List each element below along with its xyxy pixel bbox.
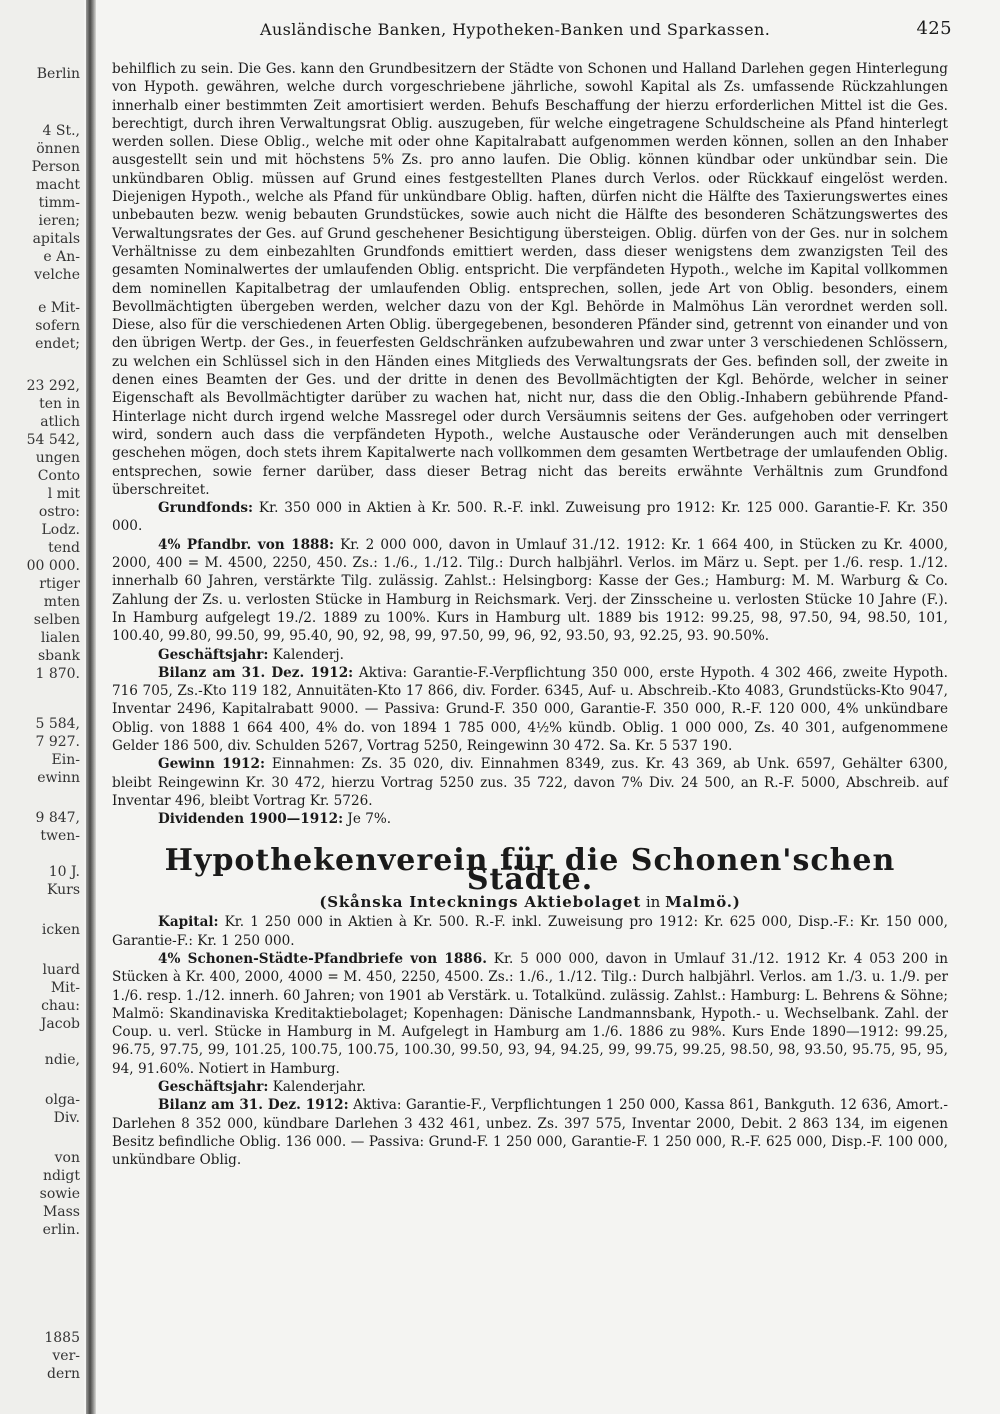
- fragment-line: olga-: [45, 1092, 80, 1108]
- fragment-line: Jacob: [40, 1016, 80, 1032]
- paragraph-bilanz-2: Bilanz am 31. Dez. 1912: Aktiva: Garantie-F., Verpflichtungen 1 250 000, Kassa 861, Bankguth. 12 636, Amort.-Darlehen 8 352 000, kündbare Darlehen 3 432 461, unbez. Zs. 397 575, Inventar 2000, Debit. 2 863 134, im eigenen Besitz befindliche Oblig. 136 000. — Passiva: Grund-F. 1 250 000, Garantie-F. 1 250 000, R.-F. 625 000, Disp.-F. 100 000, unkündbare Oblig.: [112, 1097, 948, 1169]
- fragment-line: Div.: [53, 1110, 80, 1126]
- fragment-line: macht: [35, 177, 80, 193]
- fragment-line: velche: [34, 267, 80, 283]
- fragment-line: önnen: [36, 141, 80, 157]
- fragment-line: 23 292,: [26, 378, 80, 394]
- fragment-line: Kurs: [46, 882, 80, 898]
- fragment-line: atlich: [40, 414, 80, 430]
- page-number: 425: [916, 18, 952, 39]
- fragment-line: 5 584,: [35, 716, 80, 732]
- fragment-line: luard: [42, 962, 80, 978]
- fragment-line: 54 542,: [26, 432, 80, 448]
- paragraph-dividenden: Dividenden 1900—1912: Je 7%.: [158, 811, 392, 828]
- fragment-line: ewinn: [37, 770, 80, 786]
- fragment-line: Berlin: [36, 66, 80, 82]
- fragment-line: ieren;: [38, 213, 80, 229]
- fragment-line: ndigt: [42, 1168, 80, 1184]
- fragment-line: ungen: [35, 450, 80, 466]
- fragment-line: sbank: [38, 648, 80, 664]
- running-head: [112, 18, 952, 48]
- fragment-line: lialen: [40, 630, 80, 646]
- fragment-line: chau:: [41, 998, 80, 1014]
- fragment-line: rtiger: [39, 576, 80, 592]
- paragraph-geschaeftsjahr: Geschäftsjahr: Kalenderj.: [158, 646, 344, 663]
- paragraph-bilanz: Bilanz am 31. Dez. 1912: Aktiva: Garantie-F.-Verpflichtung 350 000, erste Hypoth. 4 302 466, zweite Hypoth. 716 705, Zs.-Kto 119 182, Annuitäten-Kto 17 866, div. Forder. 6345, Auf- u. Abschreib.-Kto 4083, Grundstücks-Kto 9047, Inventar 2496, Kapitalrabatt 9000. — Passiva: Grund-F. 350 000, Garantie-F. 350 000, R.-F. 120 000, 4% unkündbare Oblig. von 1888 1 664 400, 4% do. von 1894 1 785 000, 4½% kündb. Oblig. 1 000 000, Zs. 40 301, aufgenommene Gelder 186 500, div. Schulden 5267, Vortrag 5250, Reingewinn 30 472. Sa. Kr. 5 537 190.: [112, 664, 948, 754]
- fragment-line: sowie: [39, 1186, 80, 1202]
- fragment-line: sofern: [35, 318, 80, 334]
- paragraph-grundfonds: Grundfonds: Kr. 350 000 in Aktien à Kr. 500. R.-F. inkl. Zuweisung pro 1912: Kr. 125 000. Garantie-F. Kr. 350 000.: [112, 500, 948, 535]
- fragment-line: 1885: [44, 1330, 80, 1346]
- fragment-line: e Mit-: [38, 300, 80, 316]
- fragment-line: ten in: [39, 396, 80, 412]
- adjacent-page-fragment: [0, 0, 84, 1414]
- fragment-line: timm-: [38, 195, 80, 211]
- fragment-line: dern: [47, 1366, 80, 1382]
- fragment-line: endet;: [35, 336, 80, 352]
- fragment-line: 4 St.,: [42, 123, 80, 139]
- fragment-line: 9 847,: [35, 810, 80, 826]
- section-title: Hypothekenverein für die Schonen'schen Städte.: [164, 843, 896, 897]
- fragment-line: Conto: [37, 468, 80, 484]
- section-subtitle: (Skånska Intecknings Aktiebolaget in Malmö.): [319, 893, 741, 912]
- paragraph-pfandbriefe: 4% Pfandbr. von 1888: Kr. 2 000 000, davon in Umlauf 31./12. 1912: Kr. 1 664 400, in Stücken zu Kr. 4000, 2000, 400 = M. 4500, 2250, 450. Zs.: 1./6., 1./12. Tilg.: Durch halbjährl. Verlos. im März u. Sept. per 1./6. resp. 1./12. innerhalb 60 Jahren, verstärkte Tilg. zulässig. Zahlst.: Helsingborg: Kasse der Ges.; Hamburg: M. M. Warburg & Co. Zahlung der Zs. u. verlosten Stücke in Hamburg in Reichsmark. Verj. der Zinsscheine u. verlosten Stücke 10 Jahre (F.). In Hamburg aufgelegt 19./2. 1889 zu 100%. Kurs in Hamburg ult. 1889 bis 1912: 99.25, 98, 97.50, 94, 98.50, 101, 100.40, 99.80, 99.50, 99, 95.40, 90, 92, 98, 99, 97.50, 99, 96, 92, 93.50, 93, 92.25, 93. 90.50%.: [112, 536, 948, 645]
- fragment-line: icken: [41, 922, 80, 938]
- fragment-line: selben: [33, 612, 80, 628]
- paragraph-kapital: Kapital: Kr. 1 250 000 in Aktien à Kr. 500. R.-F. inkl. Zuweisung pro 1912: Kr. 625 000, Disp.-F.: Kr. 150 000, Garantie-F.: Kr. 1 250 000.: [112, 914, 948, 949]
- fragment-line: von: [54, 1150, 80, 1166]
- fragment-line: Mit-: [50, 980, 80, 996]
- page-content: [112, 18, 952, 1170]
- fragment-line: ndie,: [44, 1052, 80, 1068]
- book-gutter: [86, 0, 96, 1414]
- fragment-line: Mass: [42, 1204, 80, 1220]
- paragraph-schonen-pfandbriefe: 4% Schonen-Städte-Pfandbriefe von 1886. Kr. 5 000 000, davon in Umlauf 31./12. 1912 Kr. 4 053 200 in Stücken à Kr. 400, 2000, 4000 = M. 450, 2250, 4500. Zs.: 1./6., 1./12. Tilg.: Durch halbjährl. Verlos. am 1./3. u. 1./9. per 1./6. resp. 1./12. innerh. 60 Jahren; von 1901 ab Verstärk. u. Totalkünd. zulässig. Zahlst.: Hamburg: L. Behrens & Söhne; Malmö: Skandinaviska Kreditaktiebolaget; Kopenhagen: Dänische Landmannsbank, Hypoth.- u. Wechselbank. Zahl. der Coup. u. verl. Stücke in Hamburg in M. Aufgelegt in Hamburg am 1./6. 1886 zu 98%. Kurs Ende 1890—1912: 99.25, 96.75, 97.75, 99, 101.25, 100.75, 100.75, 100.30, 99.50, 93, 94, 94.25, 99, 99.75, 99.25, 98.50, 98, 93.50, 95.75, 95, 95, 94, 91.60%. Notiert in Hamburg.: [112, 950, 948, 1077]
- fragment-line: mten: [43, 594, 80, 610]
- fragment-line: tend: [48, 540, 80, 556]
- fragment-line: Ein-: [51, 752, 80, 768]
- fragment-line: l mit: [47, 486, 80, 502]
- fragment-line: 7 927.: [35, 734, 80, 750]
- paragraph-gewinn: Gewinn 1912: Einnahmen: Zs. 35 020, div. Einnahmen 8349, zus. Kr. 43 369, ab Unk. 6597, Gehälter 6300, bleibt Reingewinn Kr. 30 472, hierzu Vortrag 5250 zus. 35 722, davon 7% Div. 24 500, an R.-F. 5000, Abschreib. auf Inventar 496, bleibt Vortrag Kr. 5726.: [112, 756, 948, 809]
- running-head-title: Ausländische Banken, Hypotheken-Banken und Sparkassen.: [260, 20, 771, 39]
- fragment-line: twen-: [40, 828, 80, 844]
- fragment-line: Lodz.: [41, 522, 80, 538]
- fragment-line: 00 000.: [26, 558, 80, 574]
- fragment-line: erlin.: [42, 1222, 80, 1238]
- fragment-line: 10 J.: [48, 864, 80, 880]
- fragment-line: 1 870.: [35, 666, 80, 682]
- paragraph-intro: behilflich zu sein. Die Ges. kann den Grundbesitzern der Städte von Schonen und Halland Darlehen gegen Hinterlegung von Hypoth. gewähren, welche durch vorgeschriebene jährliche, sowohl Kapital als Zs. umfassende Rückzahlungen innerhalb einer bestimmten Zeit amortisiert werden. Behufs Beschaffung der hierzu erforderlichen Mittel ist die Ges. berechtigt, durch ihren Verwaltungsrat Oblig. auszugeben, für welche eingetragene Schuldscheine als Pfand hinterlegt werden sollen. Diese Oblig., welche mit oder ohne Kapitalrabatt aufgenommen werden können, sollen an den Inhaber ausgestellt sein und mit höchstens 5% Zs. pro anno laufen. Die Oblig. können kündbar oder unkündbar sein. Die unkündbaren Oblig. müssen auf Grund eines festgestellten Planes durch Verlos. oder Rückkauf eingelöst werden. Diejenigen Hypoth., welche als Pfand für unkündbare Oblig. haften, dürfen nicht die Hälfte des Taxierungswertes eines unbebauten bezw. wenig bebauten Grundstückes, sowie auch nicht die Hälfte des besonderen Schätzungswertes des Verwaltungsrates der Ges. auf Grund geschehener Besichtigung übersteigen. Oblig. dürfen von der Ges. nur in solchem Verhältnisse zu dem einbezahlten Grundfonds emittiert werden, dass dieser wenigstens dem zwanzigsten Teil des gesamten Nominalwertes der umlaufenden Oblig. entspricht. Die verpfändeten Hypoth., welche im Kapital vollkommen dem nominellen Kapitalbetrag der umlaufenden Oblig. entsprechen, sollen, jede Art von Oblig. besonders, einem Bevollmächtigten übergeben werden, welcher dazu von der Kgl. Behörde in Malmöhus Län verordnet werden soll. Diese, also für die verschiedenen Arten Oblig. übergegebenen, besonderen Pfänder sind, getrennt von einander und von den übrigen Wertp. der Ges., in feuerfesten Geldschränken aufzubewahren und zwar unter 3 verschiedenen Schlössern, zu welchen ein Schlüssel sich in den Händen eines Mitglieds des Verwaltungsrats der Ges. befinden soll, der zweite in denen eines Beamten der Ges. und der dritte in denen des Bevollmächtigten der Kgl. Behörde, welcher in seiner Eigenschaft als Bevollmächtigter darüber zu wachen hat, nicht nur, dass die den Oblig.-Inhabern gebührende Pfand-Hinterlage nicht durch irgend welche Massregel oder durch Versäumnis seitens der Ges. aufgehoben oder verringert wird, sondern auch dass die verpfändeten Hypoth., welche Austausche oder Veränderungen auch mit denselben geschehen mögen, doch stets ihrem Kapitalwerte nach vollkommen dem gesamten Wertbetrage der umlaufenden Oblig. entsprechen, sowie ferner darüber, dass dieser Betrag nicht das bereits erwähnte Verhältnis zum Grundfond überschreitet.: [112, 61, 948, 498]
- fragment-line: ostro:: [38, 504, 80, 520]
- paragraph-geschaeftsjahr-2: Geschäftsjahr: Kalenderjahr.: [158, 1079, 366, 1096]
- fragment-line: e An-: [43, 249, 80, 265]
- fragment-line: ver-: [52, 1348, 80, 1364]
- fragment-line: apitals: [32, 231, 80, 247]
- fragment-line: Person: [31, 159, 80, 175]
- body-text: [112, 60, 948, 1170]
